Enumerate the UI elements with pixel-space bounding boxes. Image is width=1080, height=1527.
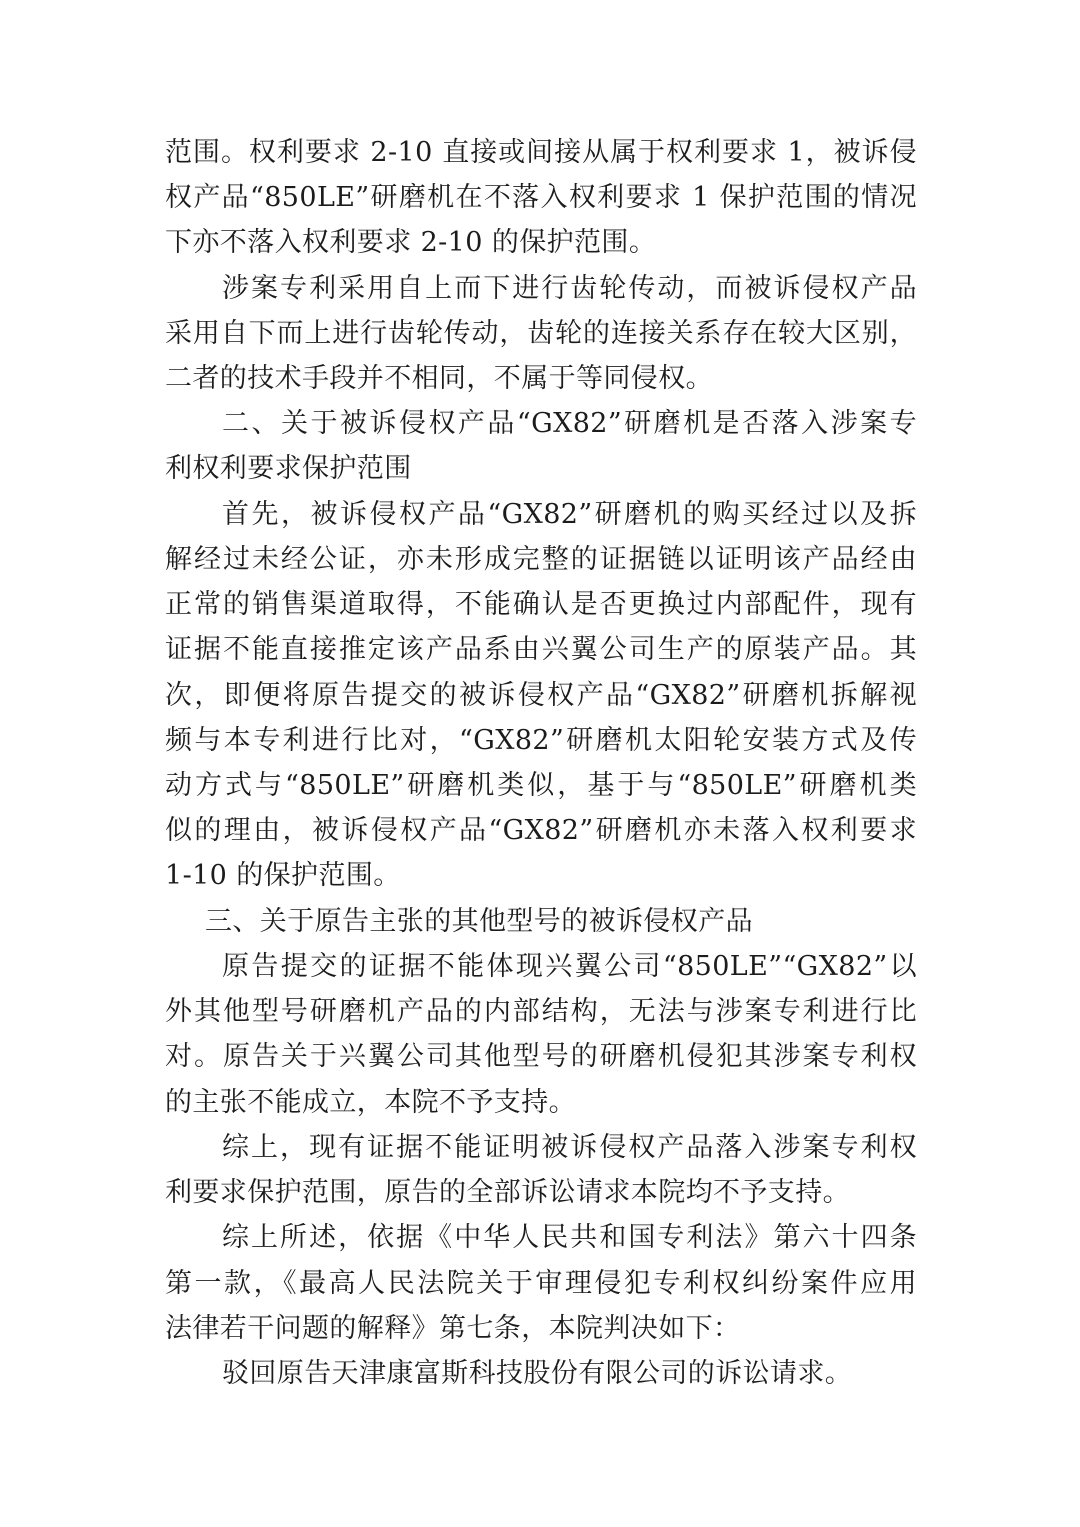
section-heading: 三、关于原告主张的其他型号的被诉侵权产品 <box>205 906 753 937</box>
section-heading: 二、关于被诉侵权产品“GX82”研磨机是否落入涉案专 <box>222 408 917 439</box>
text-line: 动方式与“850LE”研磨机类似，基于与“850LE”研磨机类 <box>165 770 917 801</box>
text-line: 次，即便将原告提交的被诉侵权产品“GX82”研磨机拆解视 <box>165 680 917 711</box>
text-line: 涉案专利采用自上而下进行齿轮传动，而被诉侵权产品 <box>222 273 917 304</box>
text-line: 首先，被诉侵权产品“GX82”研磨机的购买经过以及拆 <box>222 499 917 530</box>
text-line: 解经过未经公证，亦未形成完整的证据链以证明该产品经由 <box>165 544 917 575</box>
text-line: 原告提交的证据不能体现兴翼公司“850LE”“GX82”以 <box>222 951 917 982</box>
text-line: 第一款，《最高人民法院关于审理侵犯专利权纠纷案件应用 <box>165 1268 917 1299</box>
judgment-line: 驳回原告天津康富斯科技股份有限公司的诉讼请求。 <box>222 1358 853 1389</box>
text-line: 正常的销售渠道取得，不能确认是否更换过内部配件，现有 <box>165 589 917 620</box>
text-line: 的主张不能成立，本院不予支持。 <box>165 1087 576 1118</box>
text-line: 1-10 的保护范围。 <box>165 860 401 891</box>
text-line: 权产品“850LE”研磨机在不落入权利要求 1 保护范围的情况 <box>165 182 917 213</box>
text-line: 综上所述，依据《中华人民共和国专利法》第六十四条 <box>222 1222 917 1253</box>
text-line: 似的理由，被诉侵权产品“GX82”研磨机亦未落入权利要求 <box>165 815 917 846</box>
text-line: 范围。权利要求 2-10 直接或间接从属于权利要求 1，被诉侵 <box>165 137 917 168</box>
text-line: 利要求保护范围，原告的全部诉讼请求本院均不予支持。 <box>165 1177 850 1208</box>
text-line: 采用自下而上进行齿轮传动，齿轮的连接关系存在较大区别， <box>165 318 917 349</box>
text-line: 证据不能直接推定该产品系由兴翼公司生产的原装产品。其 <box>165 634 917 665</box>
text-line: 下亦不落入权利要求 2-10 的保护范围。 <box>165 227 657 258</box>
text-line: 外其他型号研磨机产品的内部结构，无法与涉案专利进行比 <box>165 996 917 1027</box>
text-line: 频与本专利进行比对，“GX82”研磨机太阳轮安装方式及传 <box>165 725 917 756</box>
text-line: 综上，现有证据不能证明被诉侵权产品落入涉案专利权 <box>222 1132 917 1163</box>
section-heading: 利权利要求保护范围 <box>165 453 412 484</box>
text-line: 对。原告关于兴翼公司其他型号的研磨机侵犯其涉案专利权 <box>165 1041 917 1072</box>
text-line: 二者的技术手段并不相同，不属于等同侵权。 <box>165 363 713 394</box>
text-line: 法律若干问题的解释》第七条，本院判决如下： <box>165 1313 741 1344</box>
